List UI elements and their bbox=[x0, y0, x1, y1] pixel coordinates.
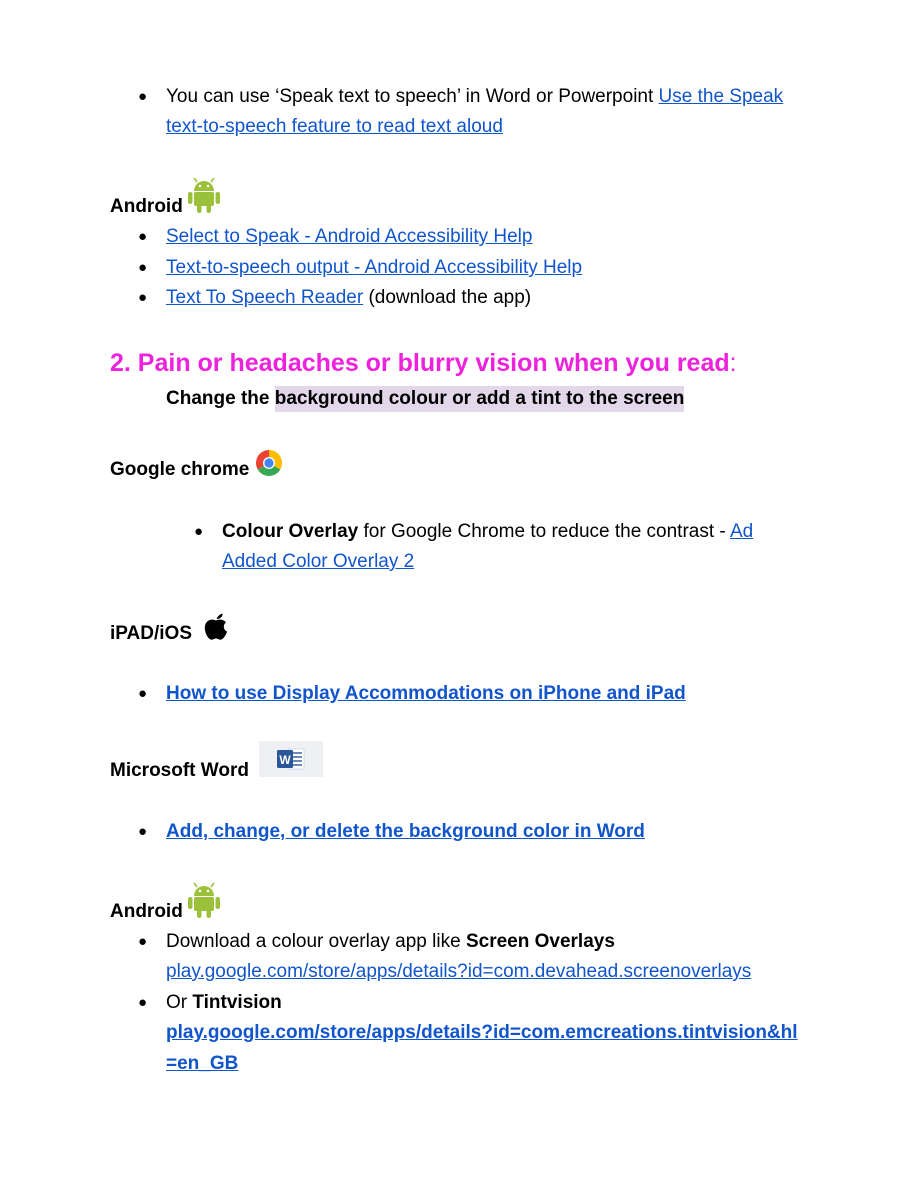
word-icon bbox=[259, 741, 323, 777]
ios-item bbox=[166, 679, 686, 709]
screen-overlays-text: Download a colour overlay app like bbox=[166, 931, 461, 952]
bullet-dot: ● bbox=[138, 88, 148, 105]
bullet-dot: ● bbox=[138, 823, 148, 840]
screen-overlays-link[interactable]: play.google.com/store/apps/details?id=com.devahead.screenoverlays bbox=[166, 961, 752, 982]
tintvision-bold: Tintvision bbox=[192, 992, 282, 1013]
tts-output-link[interactable]: Text-to-speech output - Android Accessibility Help bbox=[166, 257, 583, 278]
chrome-item-line-2 bbox=[222, 547, 414, 577]
android2-item-2-line-2 bbox=[166, 1018, 798, 1048]
select-to-speak-link[interactable]: Select to Speak - Android Accessibility Help bbox=[166, 226, 533, 247]
speak-bullet-text: You can use ‘Speak text to speech’ in Word or Powerpoint bbox=[166, 86, 654, 107]
chrome-item-line-1 bbox=[222, 517, 753, 547]
speak-feature-link-part2[interactable]: text-to-speech feature to read text aloud bbox=[166, 116, 503, 137]
word-heading: Microsoft Word bbox=[110, 760, 249, 781]
color-overlay-link-part2[interactable]: Added Color Overlay 2 bbox=[222, 551, 415, 572]
speak-bullet-line bbox=[166, 82, 783, 112]
bullet-dot: ● bbox=[138, 933, 148, 950]
color-overlay-link-part1[interactable]: Ad bbox=[729, 521, 754, 542]
word-icon-frame bbox=[259, 741, 323, 777]
bullet-dot: ● bbox=[138, 685, 148, 702]
android1-item-2 bbox=[166, 253, 582, 283]
android2-item-1-line-2 bbox=[166, 957, 751, 987]
android2-item-1-line-1 bbox=[166, 927, 615, 957]
speak-feature-link-part1[interactable]: Use the Speak bbox=[658, 86, 784, 107]
android2-item-2-line-1 bbox=[166, 988, 282, 1018]
tintvision-link-part2[interactable]: =en_GB bbox=[166, 1053, 239, 1074]
bullet-dot: ● bbox=[138, 289, 148, 306]
apple-icon bbox=[202, 611, 230, 641]
android-icon bbox=[186, 176, 222, 214]
android1-item-3 bbox=[166, 283, 531, 313]
display-accommodations-link[interactable]: How to use Display Accommodations on iPhone and iPad bbox=[166, 683, 686, 704]
section-2-title: 2. Pain or headaches or blurry vision when you read bbox=[110, 349, 730, 377]
tts-reader-suffix: (download the app) bbox=[368, 287, 532, 308]
tts-reader-link[interactable]: Text To Speech Reader bbox=[166, 287, 364, 308]
chrome-heading: Google chrome bbox=[110, 459, 250, 480]
android-icon bbox=[186, 881, 222, 919]
bullet-dot: ● bbox=[138, 259, 148, 276]
android2-item-2-line-3 bbox=[166, 1049, 238, 1079]
word-background-color-link[interactable]: Add, change, or delete the background color in Word bbox=[166, 821, 645, 842]
section-2-subtitle bbox=[166, 384, 684, 414]
subtitle-plain: Change the bbox=[166, 388, 270, 409]
speak-bullet-line-2 bbox=[166, 112, 503, 142]
chrome-icon bbox=[255, 449, 283, 477]
tintvision-link-part1[interactable]: play.google.com/store/apps/details?id=com.emcreations.tintvision&hl bbox=[166, 1022, 798, 1043]
colour-overlay-text: for Google Chrome to reduce the contrast - bbox=[363, 521, 726, 542]
screen-overlays-bold: Screen Overlays bbox=[465, 931, 615, 952]
section-2-colon: : bbox=[729, 349, 737, 377]
tintvision-text: Or bbox=[166, 992, 188, 1013]
colour-overlay-bold: Colour Overlay bbox=[222, 521, 359, 542]
bullet-dot: ● bbox=[194, 523, 204, 540]
subtitle-highlight: background colour or add a tint to the screen bbox=[275, 386, 685, 412]
section-2-heading bbox=[110, 346, 737, 380]
word-item bbox=[166, 817, 645, 847]
ios-heading: iPAD/iOS bbox=[110, 623, 192, 644]
word-icon-letter: W bbox=[279, 753, 291, 767]
android-heading-2: Android bbox=[110, 901, 183, 922]
android-heading-1: Android bbox=[110, 196, 183, 217]
android1-item-1 bbox=[166, 222, 532, 252]
bullet-dot: ● bbox=[138, 994, 148, 1011]
bullet-dot: ● bbox=[138, 228, 148, 245]
